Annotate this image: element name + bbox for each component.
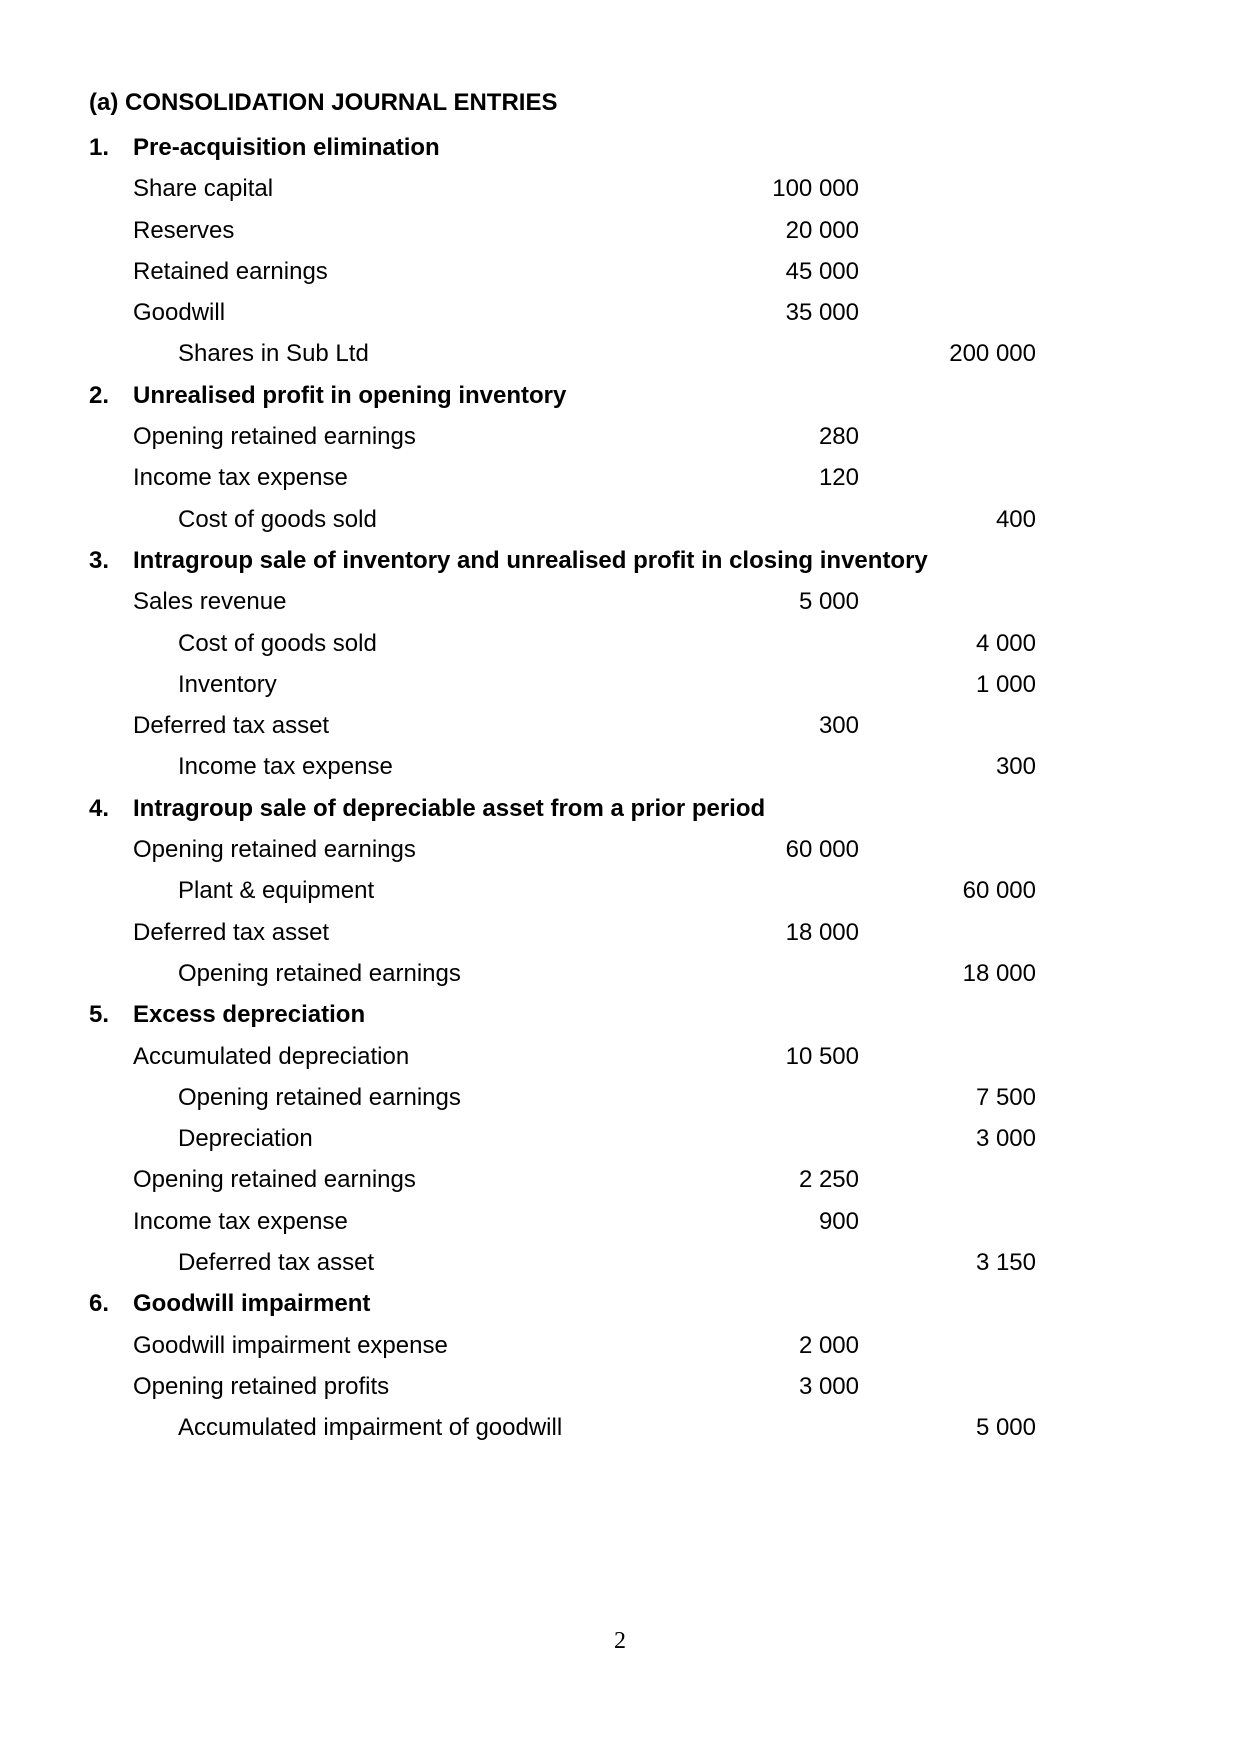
debit-line xyxy=(0,705,1240,746)
debit-amount: 900 xyxy=(818,1207,859,1235)
debit-amount: 2 250 xyxy=(798,1166,859,1194)
debit-line xyxy=(0,1366,1240,1407)
account-name: Cost of goods sold xyxy=(178,629,377,657)
entry-heading xyxy=(0,127,1240,168)
account-name: Income tax expense xyxy=(133,1207,348,1235)
debit-amount: 5 000 xyxy=(798,588,859,616)
account-name: Depreciation xyxy=(178,1125,313,1153)
debit-line xyxy=(0,1325,1240,1366)
account-name: Deferred tax asset xyxy=(133,712,330,740)
account-name: Opening retained profits xyxy=(133,1372,390,1400)
debit-amount: 35 000 xyxy=(785,299,859,327)
debit-line xyxy=(0,1201,1240,1242)
credit-line xyxy=(0,1118,1240,1159)
debit-amount: 3 000 xyxy=(798,1372,859,1400)
entry-heading-text: Goodwill impairment xyxy=(133,1290,371,1318)
debit-line xyxy=(0,829,1240,870)
entry-heading-text: Pre-acquisition elimination xyxy=(133,134,440,161)
debit-amount: 18 000 xyxy=(785,918,859,946)
account-name: Accumulated impairment of goodwill xyxy=(178,1414,563,1442)
account-name: Opening retained earnings xyxy=(133,1166,416,1194)
debit-amount: 300 xyxy=(818,712,859,740)
account-name: Opening retained earnings xyxy=(178,1083,461,1111)
credit-amount: 5 000 xyxy=(975,1414,1036,1442)
debit-amount: 120 xyxy=(818,464,859,492)
entry-heading xyxy=(0,788,1240,829)
account-name: Goodwill xyxy=(133,299,226,327)
credit-amount: 4 000 xyxy=(975,629,1036,657)
debit-line xyxy=(0,1159,1240,1200)
credit-amount: 1 000 xyxy=(975,670,1036,698)
entry-number: 1. xyxy=(89,134,110,161)
page-number: 2 xyxy=(614,1628,626,1654)
account-name: Cost of goods sold xyxy=(178,505,377,533)
debit-line xyxy=(0,581,1240,622)
credit-amount: 3 150 xyxy=(975,1249,1036,1277)
debit-line xyxy=(0,1036,1240,1077)
account-name: Accumulated depreciation xyxy=(133,1042,410,1070)
credit-amount: 300 xyxy=(995,753,1036,781)
page-title: (a) CONSOLIDATION JOURNAL ENTRIES xyxy=(89,89,558,116)
debit-line xyxy=(0,457,1240,498)
account-name: Opening retained earnings xyxy=(133,423,416,451)
entry-heading-text: Unrealised profit in opening inventory xyxy=(133,381,567,409)
account-name: Plant & equipment xyxy=(178,877,375,905)
debit-amount: 10 500 xyxy=(785,1042,859,1070)
debit-amount: 20 000 xyxy=(785,216,859,244)
credit-line xyxy=(0,333,1240,374)
journal-entries xyxy=(0,127,1240,1449)
credit-amount: 7 500 xyxy=(975,1083,1036,1111)
account-name: Opening retained earnings xyxy=(178,959,461,987)
entry-heading xyxy=(0,540,1240,581)
account-name: Reserves xyxy=(133,216,235,244)
debit-amount: 60 000 xyxy=(785,836,859,864)
entry-heading-text: Intragroup sale of depreciable asset from a prior period xyxy=(133,794,766,822)
entry-number: 5. xyxy=(89,1001,110,1029)
debit-line xyxy=(0,251,1240,292)
entry-heading-text: Intragroup sale of inventory and unrealised profit in closing inventory xyxy=(133,546,928,574)
debit-amount: 280 xyxy=(818,423,859,451)
account-name: Income tax expense xyxy=(133,464,348,492)
entry-number: 6. xyxy=(89,1290,110,1318)
debit-line xyxy=(0,210,1240,251)
account-name: Opening retained earnings xyxy=(133,836,416,864)
entry-heading xyxy=(0,1283,1240,1324)
account-name: Shares in Sub Ltd xyxy=(178,340,369,368)
entry-number: 2. xyxy=(89,381,110,409)
entry-heading xyxy=(0,375,1240,416)
account-name: Goodwill impairment expense xyxy=(133,1331,448,1359)
entry-number: 4. xyxy=(89,794,110,822)
entry-number: 3. xyxy=(89,546,110,574)
credit-amount: 18 000 xyxy=(962,959,1036,987)
credit-amount: 200 000 xyxy=(949,340,1036,368)
credit-amount: 400 xyxy=(995,505,1036,533)
credit-line xyxy=(0,623,1240,664)
credit-amount: 60 000 xyxy=(962,877,1036,905)
account-name: Sales revenue xyxy=(133,588,287,616)
credit-line xyxy=(0,746,1240,787)
debit-line xyxy=(0,168,1240,209)
credit-amount: 3 000 xyxy=(975,1125,1036,1153)
debit-line xyxy=(0,292,1240,333)
entry-heading-text: Excess depreciation xyxy=(133,1001,366,1029)
credit-line xyxy=(0,664,1240,705)
account-name: Income tax expense xyxy=(178,753,393,781)
debit-line xyxy=(0,912,1240,953)
account-name: Deferred tax asset xyxy=(133,918,330,946)
credit-line xyxy=(0,499,1240,540)
account-name: Retained earnings xyxy=(133,257,328,285)
credit-line xyxy=(0,870,1240,911)
account-name: Inventory xyxy=(178,670,277,698)
credit-line xyxy=(0,953,1240,994)
account-name: Deferred tax asset xyxy=(178,1249,375,1277)
account-name: Share capital xyxy=(133,175,274,203)
debit-amount: 100 000 xyxy=(772,175,859,203)
credit-line xyxy=(0,1407,1240,1448)
credit-line xyxy=(0,1242,1240,1283)
credit-line xyxy=(0,1077,1240,1118)
debit-amount: 45 000 xyxy=(785,257,859,285)
entry-heading xyxy=(0,994,1240,1035)
debit-line xyxy=(0,416,1240,457)
debit-amount: 2 000 xyxy=(798,1331,859,1359)
